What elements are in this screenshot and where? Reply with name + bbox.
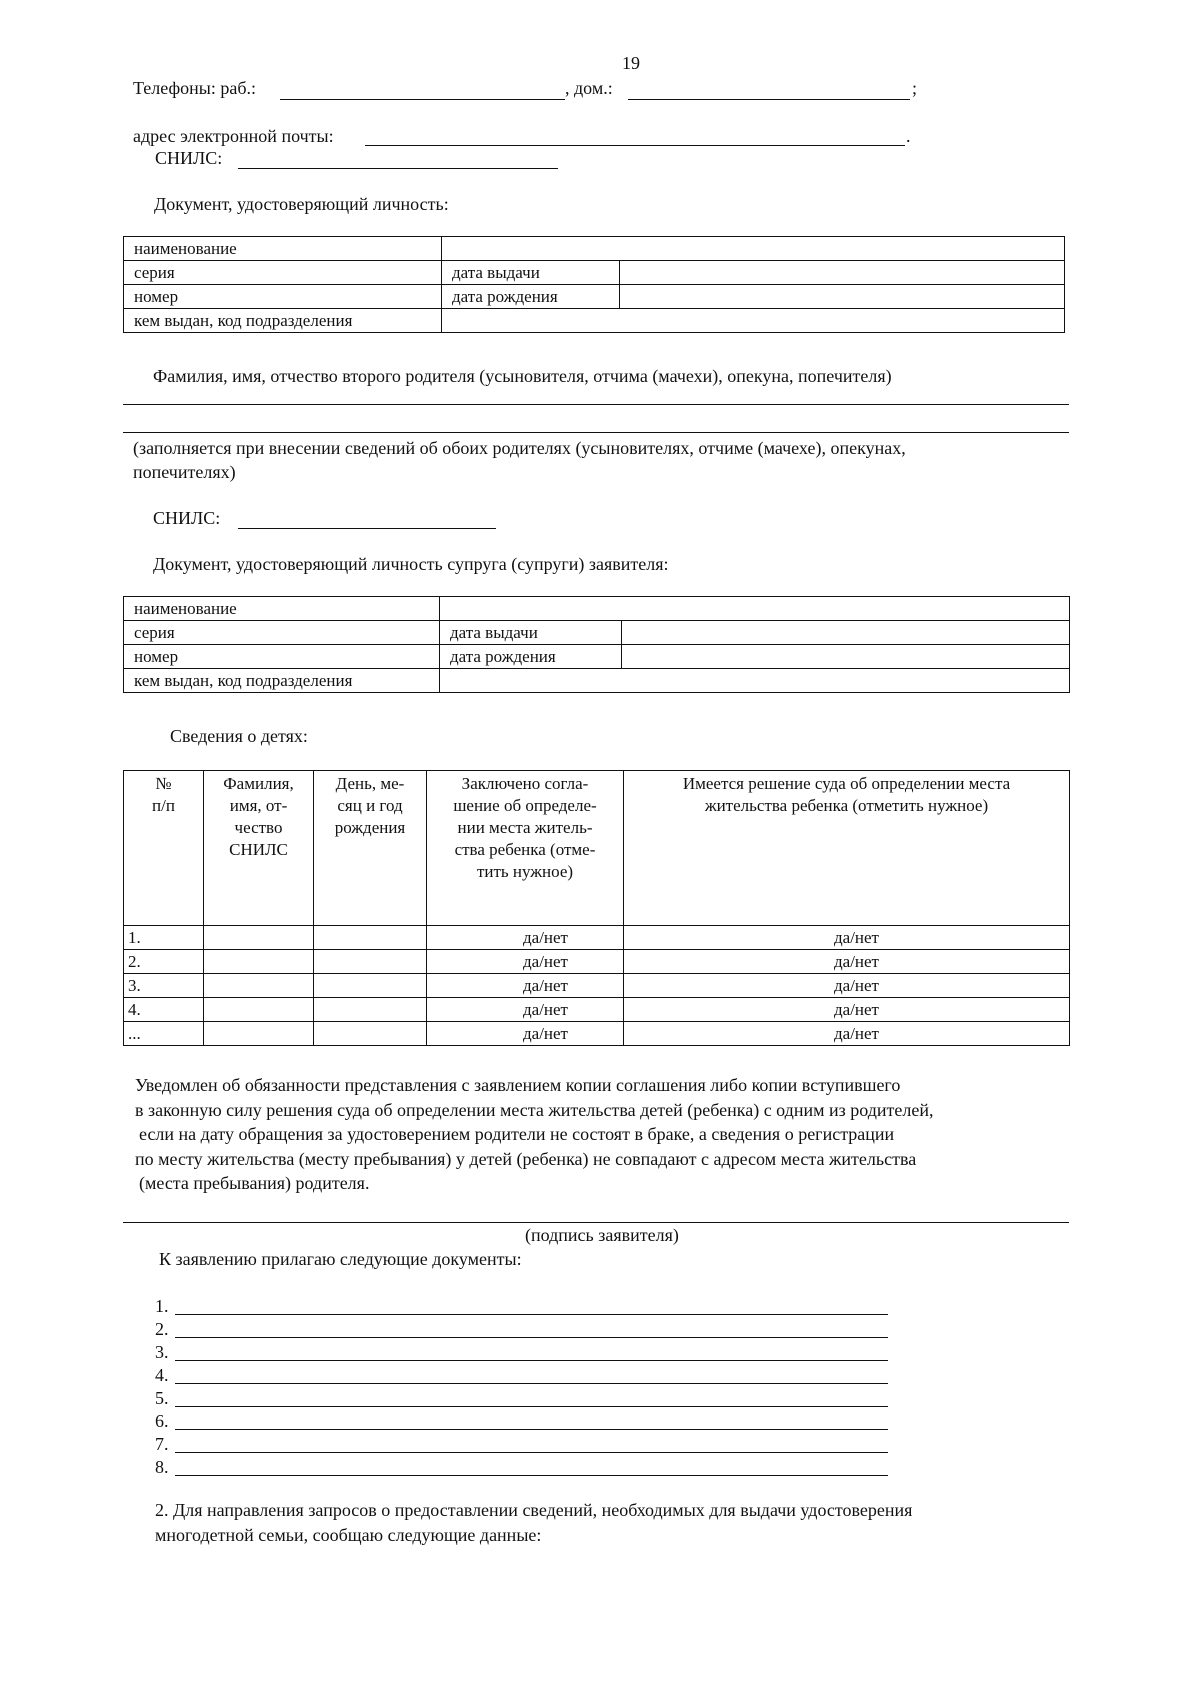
email-field[interactable] [365,145,905,146]
child-agreement-cell[interactable]: да/нет [427,950,624,974]
children-header-court: Имеется решение суда об определении места жительства ребенка (отметить нужное) [624,771,1070,926]
child-birthdate-cell[interactable] [314,926,427,950]
second-parent-note-line2: попечителях) [133,462,236,482]
child-agreement-cell[interactable]: да/нет [427,926,624,950]
notice-line: (места пребывания) родителя. [139,1173,370,1193]
child-name-cell[interactable] [204,1022,314,1046]
child-birthdate-cell[interactable] [314,1022,427,1046]
notice-line: Уведомлен об обязанности представления с заявлением копии соглашения либо копии вступившего [135,1075,901,1095]
phones-work-label: Телефоны: раб.: [133,78,257,98]
id-doc-table [123,236,1065,333]
attachment-line[interactable] [175,1383,888,1384]
attachment-line[interactable] [175,1360,888,1361]
phones-end: ; [912,78,918,98]
snils-label: СНИЛС: [155,148,223,168]
table-row [124,974,1070,998]
child-agreement-cell[interactable]: да/нет [427,1022,624,1046]
child-name-cell[interactable] [204,950,314,974]
spouse-doc-birth-date-field[interactable] [622,645,1070,669]
attachments-heading: К заявлению прилагаю следующие документы: [159,1249,522,1269]
child-birthdate-cell[interactable] [314,950,427,974]
spouse-doc-issue-date-field[interactable] [622,621,1070,645]
snils2-field[interactable] [238,528,496,529]
attachment-line[interactable] [175,1406,888,1407]
second-parent-field-2[interactable] [123,432,1069,433]
attachment-number: 6. [155,1411,169,1431]
page-number: 19 [622,53,640,73]
spouse-doc-birth-date-label: дата рождения [440,645,622,669]
spouse-doc-number-label: номер [124,645,440,669]
second-parent-label: Фамилия, имя, отчество второго родителя (усыновителя, отчима (мачехи), опекуна, попечителя) [153,366,892,386]
child-number: 4. [124,998,204,1022]
signature-caption: (подпись заявителя) [525,1225,679,1245]
phone-home-field[interactable] [628,99,910,100]
id-doc-birth-date-label: дата рождения [442,285,620,309]
second-parent-note-line1: (заполняется при внесении сведений об обоих родителях (усыновителях, отчиме (мачехе), опекунах, [133,438,906,458]
child-birthdate-cell[interactable] [314,998,427,1022]
phones-home-label: , дом.: [565,78,613,98]
child-court-cell[interactable]: да/нет [624,950,1070,974]
attachment-line[interactable] [175,1475,888,1476]
id-doc-issued-by-field[interactable] [442,309,1065,333]
snils2-label: СНИЛС: [153,508,221,528]
section2-line1: 2. Для направления запросов о предоставлении сведений, необходимых для выдачи удостоверения [155,1500,913,1520]
child-name-cell[interactable] [204,998,314,1022]
attachment-number: 5. [155,1388,169,1408]
attachment-number: 1. [155,1296,169,1316]
attachment-number: 2. [155,1319,169,1339]
child-name-cell[interactable] [204,974,314,998]
child-agreement-cell[interactable]: да/нет [427,998,624,1022]
child-number: 3. [124,974,204,998]
attachment-line[interactable] [175,1337,888,1338]
id-doc-number-label: номер [124,285,442,309]
spouse-doc-table [123,596,1070,693]
spouse-doc-issued-by-field[interactable] [440,669,1070,693]
child-agreement-cell[interactable]: да/нет [427,974,624,998]
children-header-number: № п/п [124,771,204,926]
attachment-line[interactable] [175,1429,888,1430]
table-row [124,950,1070,974]
child-name-cell[interactable] [204,926,314,950]
id-doc-issue-date-label: дата выдачи [442,261,620,285]
id-doc-birth-date-field[interactable] [620,285,1065,309]
child-court-cell[interactable]: да/нет [624,974,1070,998]
attachment-number: 4. [155,1365,169,1385]
table-row [124,998,1070,1022]
id-doc-heading: Документ, удостоверяющий личность: [154,194,449,214]
snils-field[interactable] [238,168,558,169]
email-end: . [906,126,911,146]
attachment-line[interactable] [175,1452,888,1453]
children-table [123,770,1070,1046]
table-row [124,926,1070,950]
notice-line: в законную силу решения суда об определении места жительства детей (ребенка) с одним из родителей, [135,1099,934,1120]
email-label: адрес электронной почты: [133,126,334,146]
notice-line: если на дату обращения за удостоверением родители не состоят в браке, а сведения о регистрации [139,1124,895,1144]
spouse-doc-name-label: наименование [124,597,440,621]
id-doc-name-field[interactable] [442,237,1065,261]
children-header-birthdate: День, ме- сяц и год рождения [314,771,427,926]
attachment-line[interactable] [175,1314,888,1315]
spouse-doc-issue-date-label: дата выдачи [440,621,622,645]
section2-line2: многодетной семьи, сообщаю следующие данные: [155,1525,542,1545]
attachment-number: 7. [155,1434,169,1454]
signature-line[interactable] [123,1222,1069,1223]
children-heading: Сведения о детях: [170,726,308,746]
spouse-doc-name-field[interactable] [440,597,1070,621]
id-doc-series-label: серия [124,261,442,285]
child-number: 1. [124,926,204,950]
notice-line: по месту жительства (месту пребывания) у детей (ребенка) не совпадают с адресом места жительства [135,1148,917,1169]
notice-paragraph [135,1073,933,1196]
spouse-doc-series-label: серия [124,621,440,645]
children-table-header [124,771,1070,926]
child-court-cell[interactable]: да/нет [624,1022,1070,1046]
id-doc-name-label: наименование [124,237,442,261]
child-number: ... [124,1022,204,1046]
child-court-cell[interactable]: да/нет [624,998,1070,1022]
second-parent-field[interactable] [123,404,1069,405]
child-birthdate-cell[interactable] [314,974,427,998]
attachment-number: 3. [155,1342,169,1362]
table-row [124,1022,1070,1046]
spouse-doc-issued-by-label: кем выдан, код подразделения [124,669,440,693]
children-header-agreement: Заключено согла- шение об определе- нии места житель- ства ребенка (отме- тить нужное) [427,771,624,926]
id-doc-issued-by-label: кем выдан, код подразделения [124,309,442,333]
child-number: 2. [124,950,204,974]
id-doc-issue-date-field[interactable] [620,261,1065,285]
spouse-doc-heading: Документ, удостоверяющий личность супруга (супруги) заявителя: [153,554,669,574]
attachment-number: 8. [155,1457,169,1477]
children-header-name: Фамилия, имя, от- чество СНИЛС [204,771,314,926]
child-court-cell[interactable]: да/нет [624,926,1070,950]
phone-work-field[interactable] [280,99,565,100]
